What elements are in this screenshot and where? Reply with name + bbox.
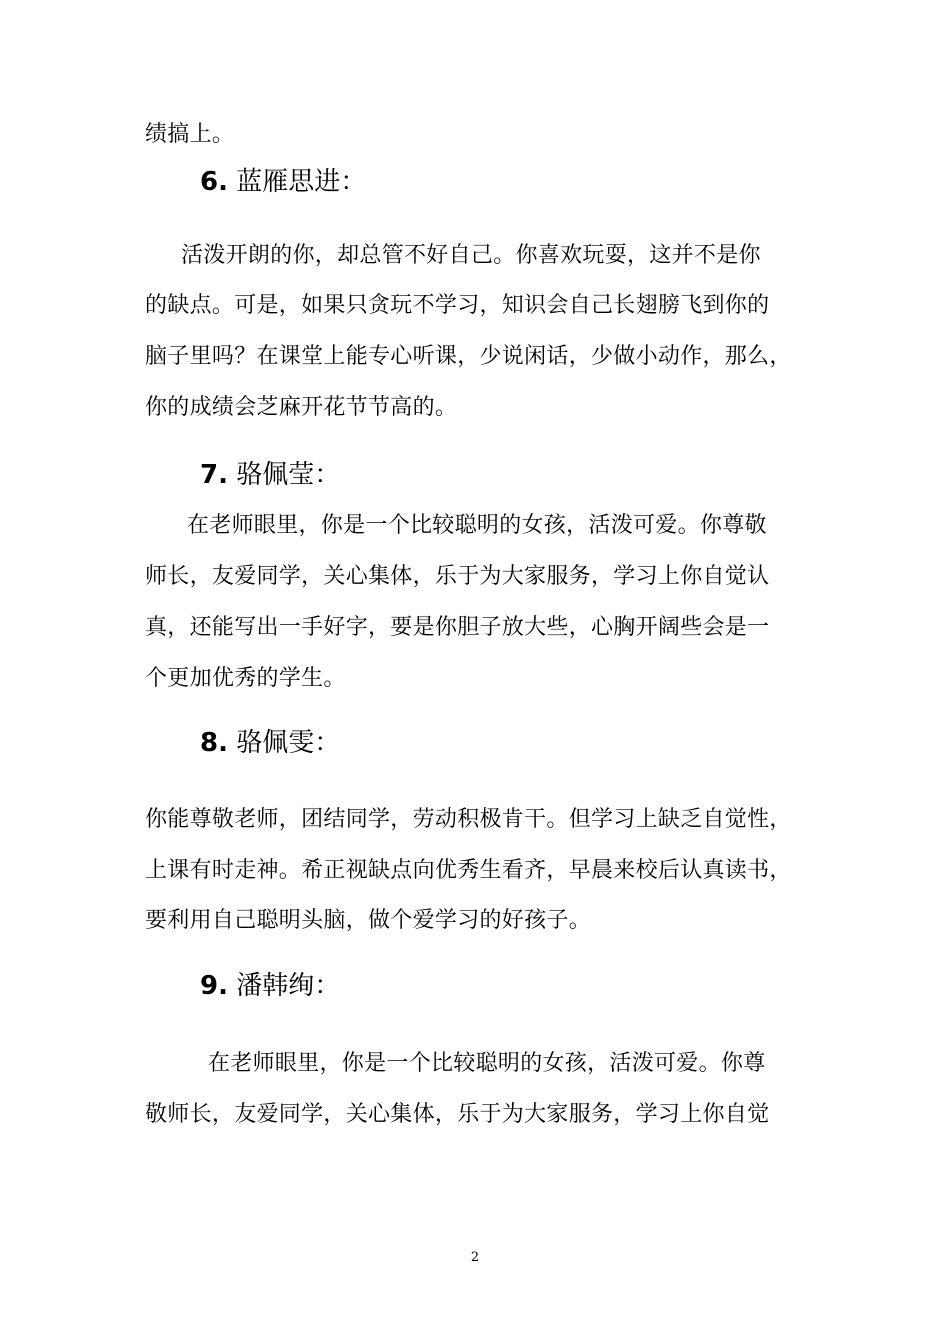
paragraph-line: 在老师眼里，你是一个比较聪明的女孩，活泼可爱。你尊 [208,1051,766,1076]
heading-number: 9. [200,971,228,1001]
paragraph-line: 你能尊敬老师，团结同学，劳动积极肯干。但学习上缺乏自觉性， [145,807,792,832]
heading-name: 蓝雁思进： [236,167,367,197]
paragraph-line: 个更加优秀的学生。 [145,666,346,691]
page-number: 2 [470,1250,480,1265]
heading-number: 6. [200,167,228,197]
paragraph-line: 绩搞上。 [145,122,235,147]
heading-number: 8. [200,728,228,758]
section-heading-6 [200,166,366,198]
heading-name: 潘韩绚： [236,971,341,1001]
heading-name: 骆佩雯： [236,728,341,758]
paragraph-line: 你的成绩会芝麻开花节节高的。 [145,395,458,420]
paragraph-line: 师长，友爱同学，关心集体，乐于为大家服务，学习上你自觉认 [145,564,770,589]
paragraph-line: 上课有时走神。希正视缺点向优秀生看齐，早晨来校后认真读书， [145,858,792,883]
heading-number: 7. [200,460,228,490]
section-heading-7 [200,459,340,491]
heading-name: 骆佩莹： [236,460,341,490]
section-heading-8 [200,727,340,759]
paragraph-line: 的缺点。可是，如果只贪玩不学习，知识会自己长翅膀飞到你的 [145,293,770,318]
paragraph-line: 敬师长，友爱同学，关心集体，乐于为大家服务，学习上你自觉 [145,1102,770,1127]
paragraph-line: 在老师眼里，你是一个比较聪明的女孩，活泼可爱。你尊敬 [187,513,767,538]
paragraph-line: 活泼开朗的你，却总管不好自己。你喜欢玩耍，这并不是你 [181,243,761,268]
paragraph-line: 真，还能写出一手好字，要是你胆子放大些，心胸开阔些会是一 [145,615,770,640]
paragraph-line: 要利用自己聪明头脑，做个爱学习的好孩子。 [145,908,592,933]
paragraph-line: 脑子里吗？在课堂上能专心听课，少说闲话，少做小动作，那么， [145,344,792,369]
section-heading-9 [200,970,340,1002]
